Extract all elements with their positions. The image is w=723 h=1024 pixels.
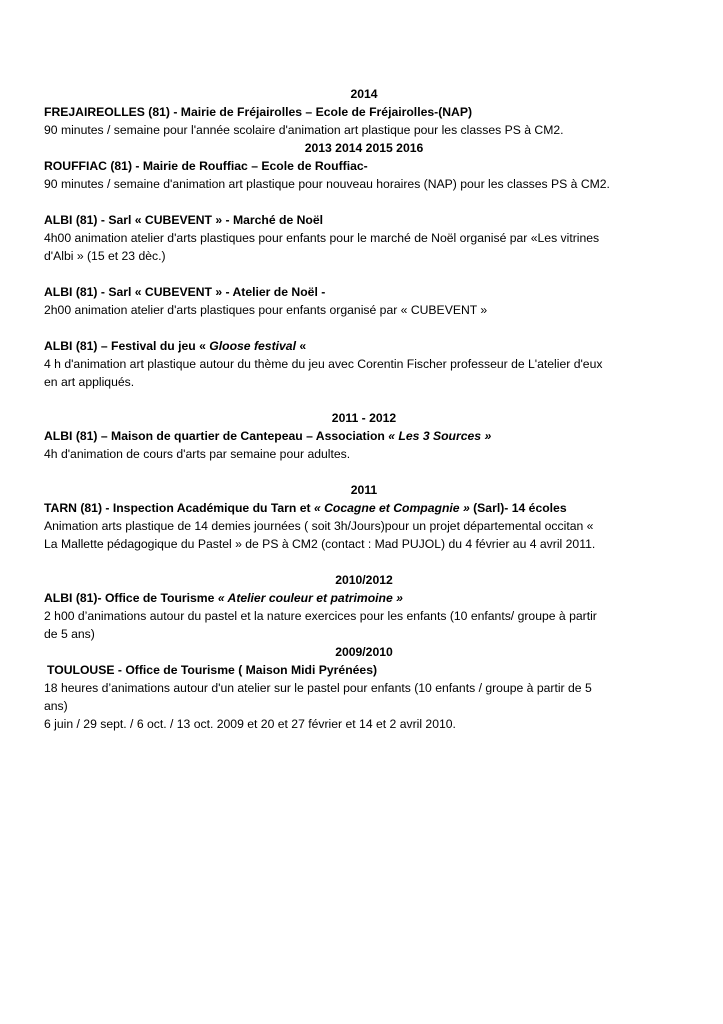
- entry-body-line: 4 h d'animation art plastique autour du thème du jeu avec Corentin Fischer professeur de L'atelier d'eux: [44, 357, 603, 371]
- entry-body-line: 6 juin / 29 sept. / 6 oct. / 13 oct. 2009 et 20 et 27 février et 14 et 2 avril 2010.: [44, 717, 456, 731]
- entry-heading: ALBI (81) - Sarl « CUBEVENT » - Atelier de Noël -: [44, 285, 326, 299]
- section-year: 2014: [350, 87, 378, 101]
- entry-body-line: de 5 ans): [44, 627, 95, 641]
- entry-body-line: 90 minutes / semaine pour l'année scolaire d'animation art plastique pour les classes PS à CM2.: [44, 123, 564, 137]
- entry-body-line: 4h00 animation atelier d'arts plastiques pour enfants pour le marché de Noël organisé par «Les vitrines: [44, 231, 600, 245]
- entry-heading: [44, 337, 684, 355]
- entry-heading: FREJAIREOLLES (81) - Mairie de Fréjairolles – Ecole de Fréjairolles-(NAP): [44, 105, 473, 119]
- entry-body-line: 2h00 animation atelier d'arts plastiques pour enfants organisé par « CUBEVENT »: [44, 303, 488, 317]
- entry-heading: [44, 589, 684, 607]
- spacer: [44, 319, 684, 337]
- heading-emphasis: « Atelier couleur et patrimoine »: [217, 591, 403, 605]
- entry-body-line: d'Albi » (15 et 23 dèc.): [44, 249, 166, 263]
- entry-body-line: 2 h00 d’animations autour du pastel et la nature exercices pour les enfants (10 enfants/ groupe à partir: [44, 609, 597, 623]
- heading-text: ALBI (81) – Festival du jeu «: [44, 339, 210, 353]
- entry-body-line: 4h d'animation de cours d'arts par semaine pour adultes.: [44, 447, 351, 461]
- section-year: 2011: [350, 483, 378, 497]
- section-year: 2011 - 2012: [331, 411, 397, 425]
- heading-emphasis: Gloose festival: [209, 339, 296, 353]
- spacer: [44, 265, 684, 283]
- heading-text: ALBI (81) – Maison de quartier de Cantepeau – Association: [44, 429, 389, 443]
- document-content: [44, 85, 684, 733]
- section-year: 2009/2010: [335, 645, 393, 659]
- section-year: 2010/2012: [335, 573, 393, 587]
- heading-text: (Sarl)- 14 écoles: [469, 501, 567, 515]
- entry-body-line: en art appliqués.: [44, 375, 135, 389]
- spacer: [44, 193, 684, 211]
- heading-text: TARN (81) - Inspection Académique du Tarn et: [44, 501, 314, 515]
- entry-heading: [44, 427, 684, 445]
- entry-body-line: La Mallette pédagogique du Pastel » de PS à CM2 (contact : Mad PUJOL) du 4 février au 4 avril 2011.: [44, 537, 596, 551]
- entry-heading: ROUFFIAC (81) - Mairie de Rouffiac – Ecole de Rouffiac-: [44, 159, 368, 173]
- entry-body-line: Animation arts plastique de 14 demies journées ( soit 3h/Jours)pour un projet départemental occitan «: [44, 519, 594, 533]
- spacer: [44, 553, 684, 571]
- entry-heading: TOULOUSE - Office de Tourisme ( Maison Midi Pyrénées): [47, 663, 378, 677]
- heading-text: «: [295, 339, 307, 353]
- section-year: 2013 2014 2015 2016: [304, 141, 424, 155]
- heading-text: ALBI (81)- Office de Tourisme: [44, 591, 218, 605]
- entry-body-line: 90 minutes / semaine d'animation art plastique pour nouveau horaires (NAP) pour les classes PS à CM2.: [44, 177, 610, 191]
- entry-body-line: ans): [44, 699, 68, 713]
- heading-emphasis: « Cocagne et Compagnie »: [313, 501, 470, 515]
- entry-heading: ALBI (81) - Sarl « CUBEVENT » - Marché de Noël: [44, 213, 324, 227]
- entry-heading: [44, 499, 684, 517]
- heading-emphasis: « Les 3 Sources »: [388, 429, 492, 443]
- spacer: [44, 463, 684, 481]
- spacer: [44, 391, 684, 409]
- entry-body-line: 18 heures d’animations autour d'un atelier sur le pastel pour enfants (10 enfants / groupe à partir de 5: [44, 681, 592, 695]
